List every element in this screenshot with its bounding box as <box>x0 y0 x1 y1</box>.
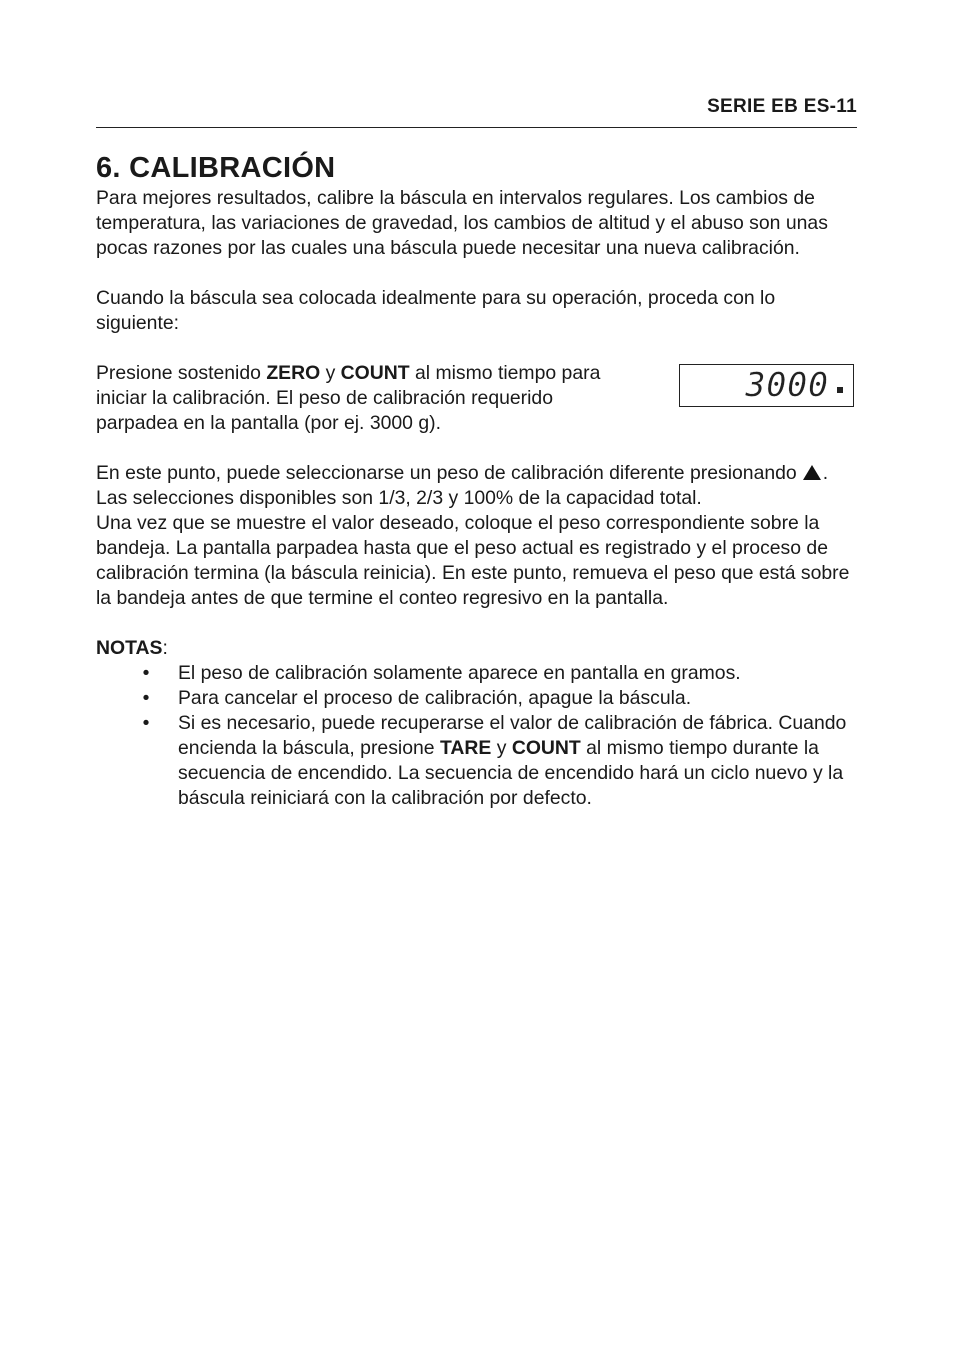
lcd-digits: 3000 <box>745 365 829 404</box>
list-item <box>96 711 858 811</box>
step2-pre: En este punto, puede seleccionarse un peso de calibración diferente presionando <box>96 462 797 484</box>
note-text <box>178 712 846 809</box>
calibration-step-paragraph <box>96 361 636 436</box>
note3-post: al mismo tiempo durante la secuencia de encendido. La secuencia de encendido hará un ciclo nuevo y la báscula reiniciará con la calibración por defecto. <box>178 737 844 809</box>
count-key-label: COUNT <box>340 362 410 384</box>
lcd-display <box>679 364 854 407</box>
step1-pre: Presione sostenido <box>96 362 267 384</box>
triangle-up-icon <box>803 465 821 480</box>
bullet-icon: • <box>142 662 150 684</box>
zero-key-label: ZERO <box>266 362 321 384</box>
notes-heading <box>96 636 858 661</box>
note-text: El peso de calibración solamente aparece en pantalla en gramos. <box>178 662 741 684</box>
notes-label: NOTAS <box>96 637 163 659</box>
list-item <box>96 661 858 686</box>
select-weight-paragraph <box>96 461 858 486</box>
page-header: SERIE EB ES-11 <box>707 96 857 117</box>
note-text: Para cancelar el proceso de calibración, apague la báscula. <box>178 687 692 709</box>
intro-paragraph: Para mejores resultados, calibre la báscula en intervalos regulares. Los cambios de temperatura, las variaciones de gravedad, los cambios de altitud y el abuso son unas pocas razones por las cuales una báscula puede necesitar una nueva calibración. <box>96 187 828 259</box>
step2-end: . <box>822 462 829 484</box>
place-weight-paragraph: Una vez que se muestre el valor deseado, coloque el peso correspondiente sobre la bandeja. La pantalla parpadea hasta que el peso actual es registrado y el proceso de calibración termina (la báscula reinicia). En este punto, remueva el peso que está sobre la bandeja antes de que termine el conteo regresivo en la pantalla. <box>96 512 850 609</box>
notes-list <box>96 661 858 811</box>
note3-mid: y <box>491 737 512 759</box>
bullet-icon: • <box>142 712 150 734</box>
bullet-icon: • <box>142 687 150 709</box>
setup-paragraph: Cuando la báscula sea colocada idealmente para su operación, proceda con lo siguiente: <box>96 287 776 334</box>
notes-colon: : <box>162 637 168 659</box>
header-rule <box>96 127 857 128</box>
lcd-unit-indicator <box>837 387 843 393</box>
step1-post: al mismo tiempo para iniciar la calibración. El peso de calibración requerido parpadea en la pantalla (por ej. 3000 g). <box>96 362 601 434</box>
note3-pre: Si es necesario, puede recuperarse el valor de calibración de fábrica. Cuando encienda la báscula, presione <box>178 712 847 759</box>
selections-line: Las selecciones disponibles son 1/3, 2/3 y 100% de la capacidad total. <box>96 487 702 509</box>
tare-key-label: TARE <box>439 737 492 759</box>
step1-mid: y <box>320 362 341 384</box>
calibration-step-row <box>96 361 858 436</box>
list-item <box>96 686 858 711</box>
section-title: 6. CALIBRACIÓN <box>96 152 336 184</box>
count-key-label: COUNT <box>511 737 581 759</box>
document-body <box>96 150 858 811</box>
